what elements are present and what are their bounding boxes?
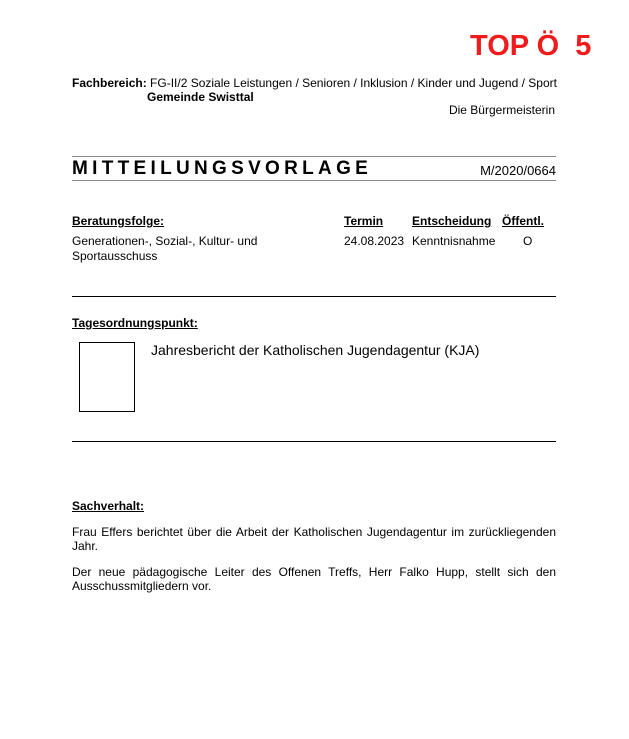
fachbereich-row <box>72 76 557 90</box>
beratungsfolge-header: Beratungsfolge: <box>72 214 165 228</box>
gremium-line1: Generationen-, Sozial-, Kultur- und <box>72 234 258 248</box>
document-type-title: MITTEILUNGSVORLAGE <box>72 158 373 179</box>
document-number: M/2020/0664 <box>480 163 556 178</box>
title-rule-top <box>72 156 556 157</box>
table-row <box>72 234 257 264</box>
sachverhalt-paragraph-2: Der neue pädagogische Leiter des Offenen Treffs, Herr Falko Hupp, stellt sich den Ausschussmitgliedern vor. <box>72 565 556 593</box>
oeffentl-value: O <box>523 234 533 248</box>
buergermeisterin-label: Die Bürgermeisterin <box>448 103 555 117</box>
sachverhalt-label: Sachverhalt: <box>72 499 145 513</box>
entscheidung-header: Entscheidung <box>412 214 492 228</box>
header-block <box>72 76 557 104</box>
section-divider <box>72 296 556 297</box>
fachbereich-label: Fachbereich: <box>72 76 147 90</box>
sachverhalt-paragraph-1: Frau Effers berichtet über die Arbeit der Katholischen Jugendagentur im zurückliegenden Jahr. <box>72 525 556 553</box>
fachbereich-value: FG-II/2 Soziale Leistungen / Senioren / Inklusion / Kinder und Jugend / Sport <box>150 76 557 90</box>
gremium-line2: Sportausschuss <box>72 249 158 263</box>
tagesordnungspunkt-label: Tagesordnungspunkt: <box>72 316 198 330</box>
gemeinde-name: Gemeinde Swisttal <box>147 90 254 104</box>
oeffentl-header: Öffentl. <box>502 214 544 228</box>
agenda-title: Jahresbericht der Katholischen Jugendagentur (KJA) <box>151 342 480 358</box>
agenda-number-box <box>79 342 135 412</box>
agenda-item-label: TOP Ö 5 <box>470 30 592 62</box>
entscheidung-value: Kenntnisnahme <box>412 234 496 248</box>
title-rule-bottom <box>72 180 556 181</box>
termin-value: 24.08.2023 <box>344 234 405 248</box>
section-divider <box>72 441 556 442</box>
termin-header: Termin <box>344 214 384 228</box>
